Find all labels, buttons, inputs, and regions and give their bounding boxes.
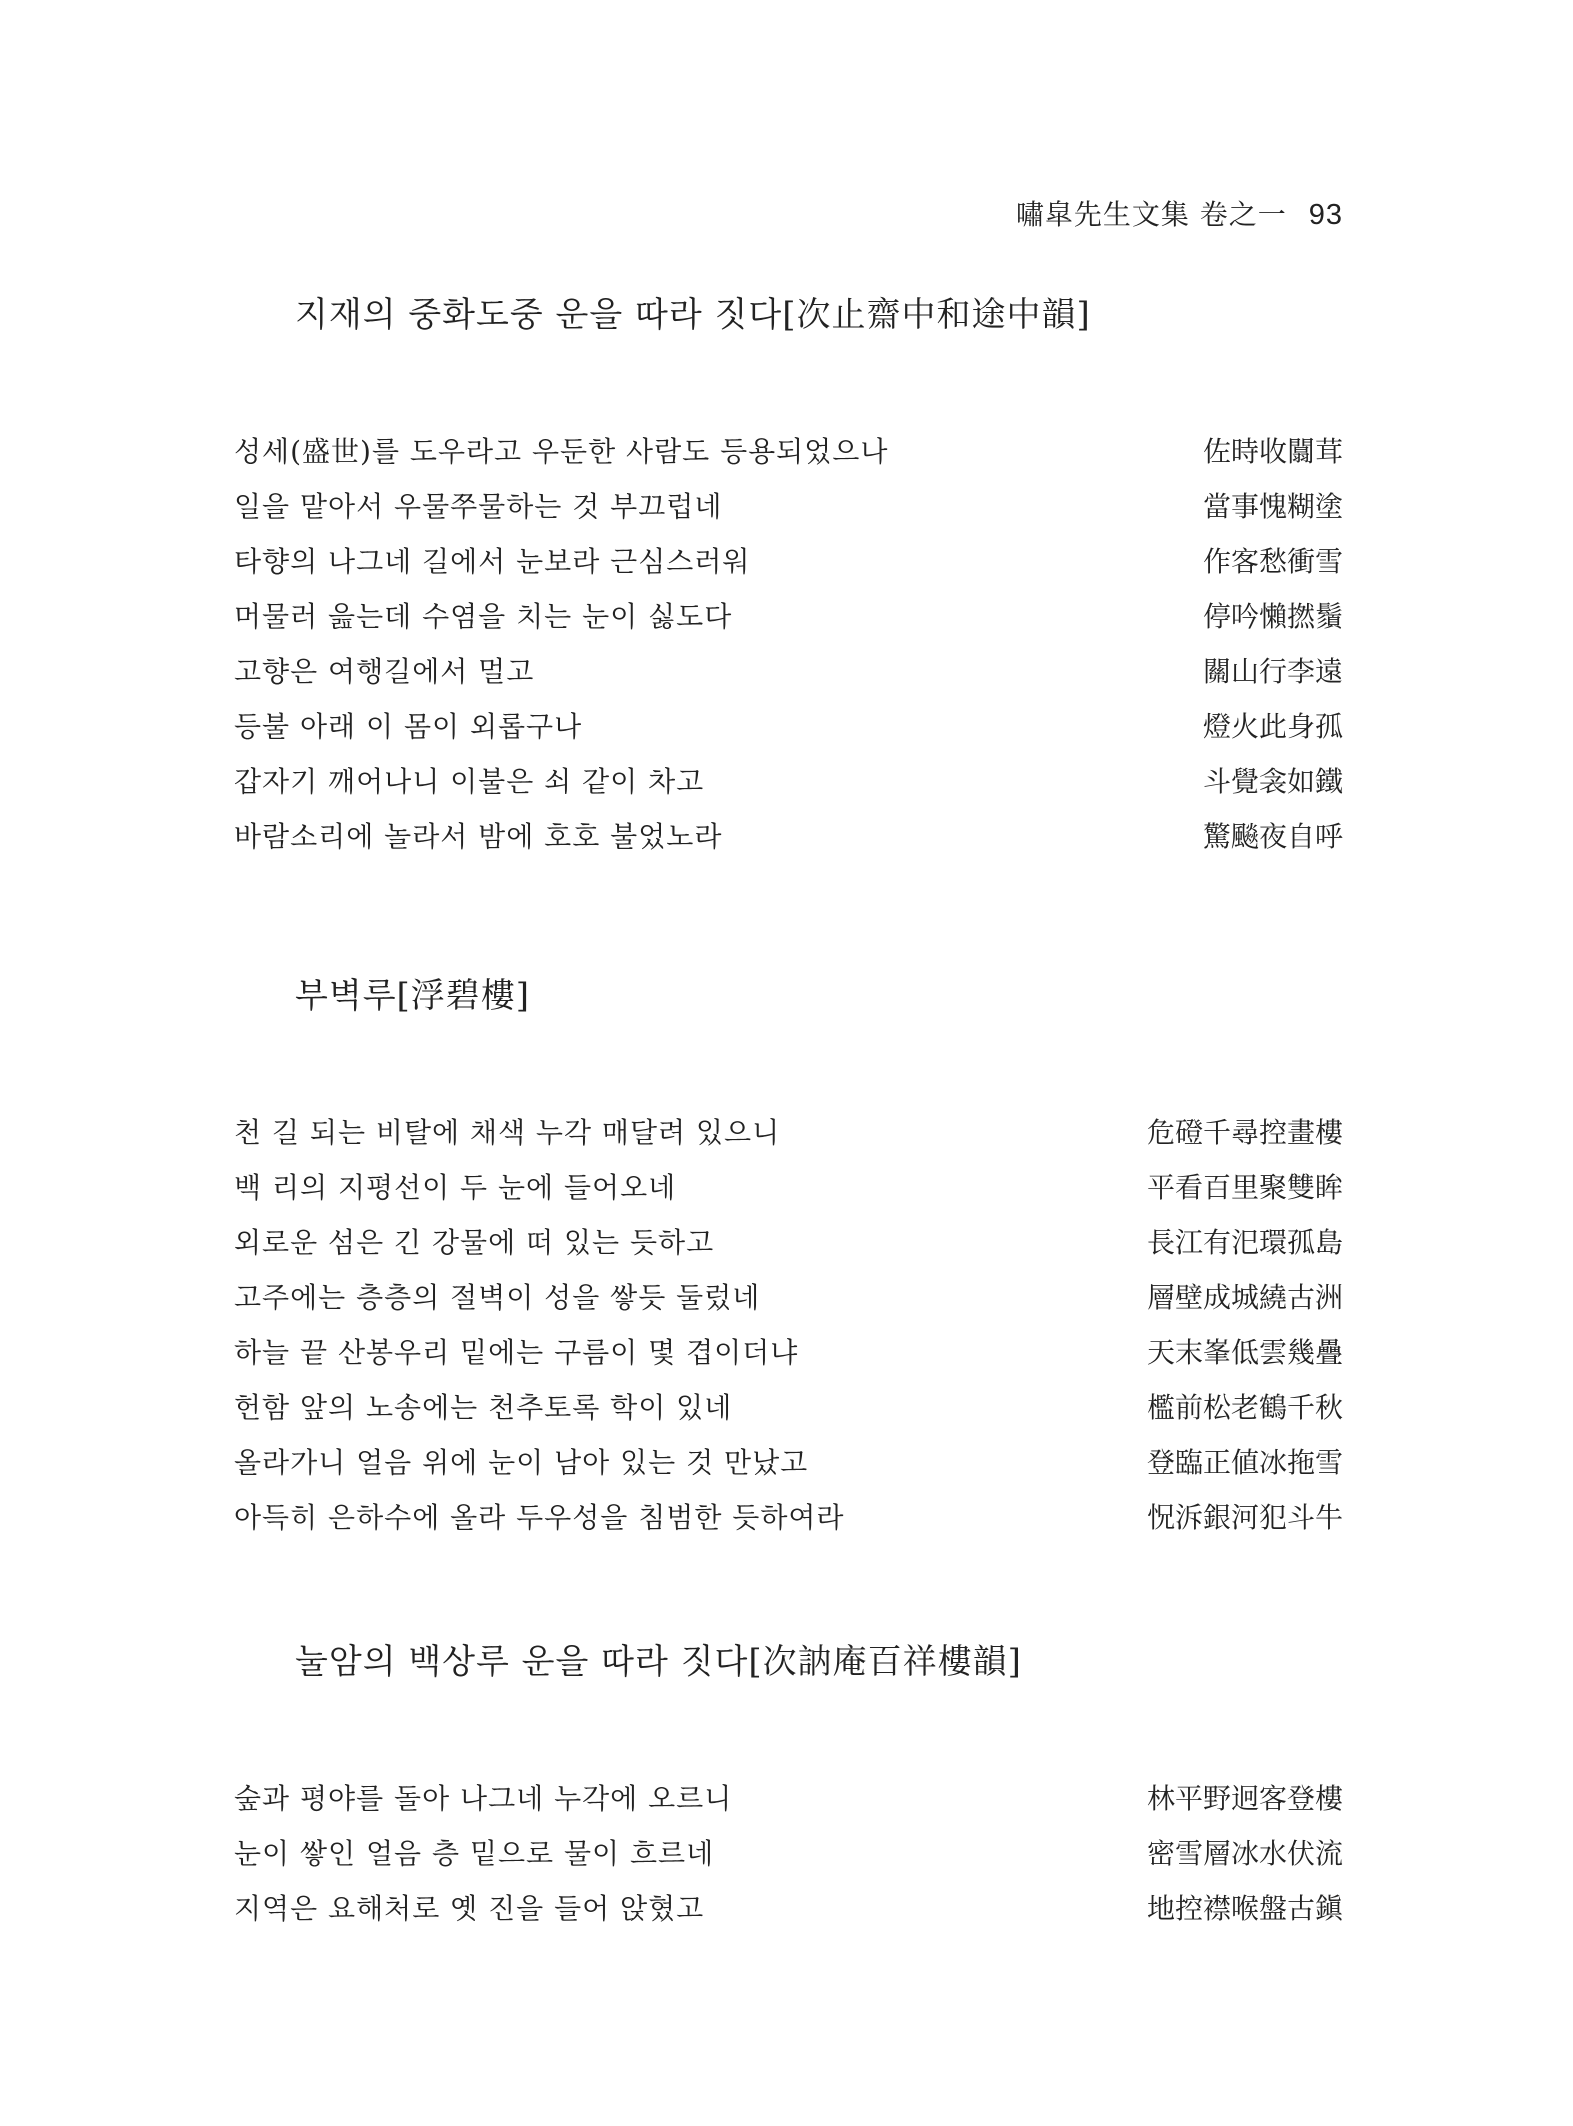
korean-translation: 등불 아래 이 몸이 외롭구나	[234, 709, 583, 743]
poem-section	[234, 974, 1343, 1543]
classical-chinese-original: 天末峯低雲幾疊	[1146, 1335, 1343, 1369]
poem-line	[234, 807, 1343, 862]
poem-line	[234, 1103, 1343, 1158]
korean-translation: 타향의 나그네 길에서 눈보라 근심스러워	[234, 544, 751, 578]
poem-line	[234, 697, 1343, 752]
poem-line	[234, 422, 1343, 477]
poem-line	[234, 1268, 1343, 1323]
korean-translation: 숲과 평야를 돌아 나그네 누각에 오르니	[234, 1781, 733, 1815]
poem-line	[234, 532, 1343, 587]
korean-translation: 천 길 되는 비탈에 채색 누각 매달려 있으니	[234, 1115, 781, 1149]
poem-body	[234, 1769, 1343, 1934]
classical-chinese-original: 當事愧糊塗	[1202, 489, 1343, 523]
poem-line	[234, 1488, 1343, 1543]
korean-translation: 일을 맡아서 우물쭈물하는 것 부끄럽네	[234, 489, 723, 523]
classical-chinese-original: 長江有汜環孤島	[1146, 1225, 1343, 1259]
classical-chinese-original: 停吟懶撚鬚	[1202, 599, 1343, 633]
classical-chinese-original: 地控襟喉盤古鎭	[1146, 1891, 1343, 1925]
classical-chinese-original: 作客愁衝雪	[1202, 544, 1343, 578]
poem-line	[234, 1378, 1343, 1433]
poem-title: 눌암의 백상루 운을 따라 짓다[次訥庵百祥樓韻]	[295, 1642, 1022, 1682]
classical-chinese-original: 怳泝銀河犯斗牛	[1146, 1500, 1343, 1534]
classical-chinese-original: 驚飈夜自呼	[1202, 819, 1343, 853]
poem-line	[234, 1879, 1343, 1934]
page-number: 93	[1308, 199, 1343, 231]
poem-line	[234, 1213, 1343, 1268]
korean-translation: 외로운 섬은 긴 강물에 떠 있는 듯하고	[234, 1225, 715, 1259]
korean-translation: 고주에는 층층의 절벽이 성을 쌓듯 둘렀네	[234, 1280, 761, 1314]
classical-chinese-original: 層壁成城繞古洲	[1146, 1280, 1343, 1314]
poem-line	[234, 1824, 1343, 1879]
classical-chinese-original: 平看百里聚雙眸	[1146, 1170, 1343, 1204]
classical-chinese-original: 登臨正値冰拖雪	[1146, 1445, 1343, 1479]
korean-translation: 하늘 끝 산봉우리 밑에는 구름이 몇 겹이더냐	[234, 1335, 799, 1369]
korean-translation: 성세(盛世)를 도우라고 우둔한 사람도 등용되었으나	[234, 434, 889, 468]
korean-translation: 고향은 여행길에서 멀고	[234, 654, 535, 688]
korean-translation: 바람소리에 놀라서 밤에 호호 불었노라	[234, 819, 723, 853]
poem-body	[234, 1103, 1343, 1543]
poem-line	[234, 1323, 1343, 1378]
poem-line	[234, 1158, 1343, 1213]
korean-translation: 올라가니 얼음 위에 눈이 남아 있는 것 만났고	[234, 1445, 809, 1479]
korean-translation: 머물러 읊는데 수염을 치는 눈이 싫도다	[234, 599, 733, 633]
poem-title: 부벽루[浮碧樓]	[295, 976, 531, 1016]
poem-section	[234, 293, 1343, 862]
classical-chinese-original: 檻前松老鶴千秋	[1146, 1390, 1343, 1424]
classical-chinese-original: 密雪層冰水伏流	[1146, 1836, 1343, 1870]
poem-section	[234, 1640, 1343, 1934]
korean-translation: 아득히 은하수에 올라 두우성을 침범한 듯하여라	[234, 1500, 845, 1534]
poem-line	[234, 587, 1343, 642]
poem-line	[234, 642, 1343, 697]
korean-translation: 지역은 요해처로 옛 진을 들어 앉혔고	[234, 1891, 705, 1925]
classical-chinese-original: 危磴千尋控畫樓	[1146, 1115, 1343, 1149]
korean-translation: 눈이 쌓인 얼음 층 밑으로 물이 흐르네	[234, 1836, 715, 1870]
book-title: 嘯皐先生文集 卷之一	[1015, 198, 1287, 231]
classical-chinese-original: 關山行李遠	[1202, 654, 1343, 688]
poem-line	[234, 1769, 1343, 1824]
classical-chinese-original: 斗覺衾如鐵	[1202, 764, 1343, 798]
classical-chinese-original: 林平野迥客登樓	[1146, 1781, 1343, 1815]
classical-chinese-original: 佐時收闒茸	[1202, 434, 1343, 468]
poem-line	[234, 752, 1343, 807]
korean-translation: 백 리의 지평선이 두 눈에 들어오네	[234, 1170, 677, 1204]
korean-translation: 헌함 앞의 노송에는 천추토록 학이 있네	[234, 1390, 733, 1424]
korean-translation: 갑자기 깨어나니 이불은 쇠 같이 차고	[234, 764, 705, 798]
poem-title: 지재의 중화도중 운을 따라 짓다[次止齋中和途中韻]	[295, 295, 1091, 335]
poem-line	[234, 1433, 1343, 1488]
poem-line	[234, 477, 1343, 532]
poem-body	[234, 422, 1343, 862]
running-header	[1016, 193, 1343, 233]
classical-chinese-original: 燈火此身孤	[1202, 709, 1343, 743]
